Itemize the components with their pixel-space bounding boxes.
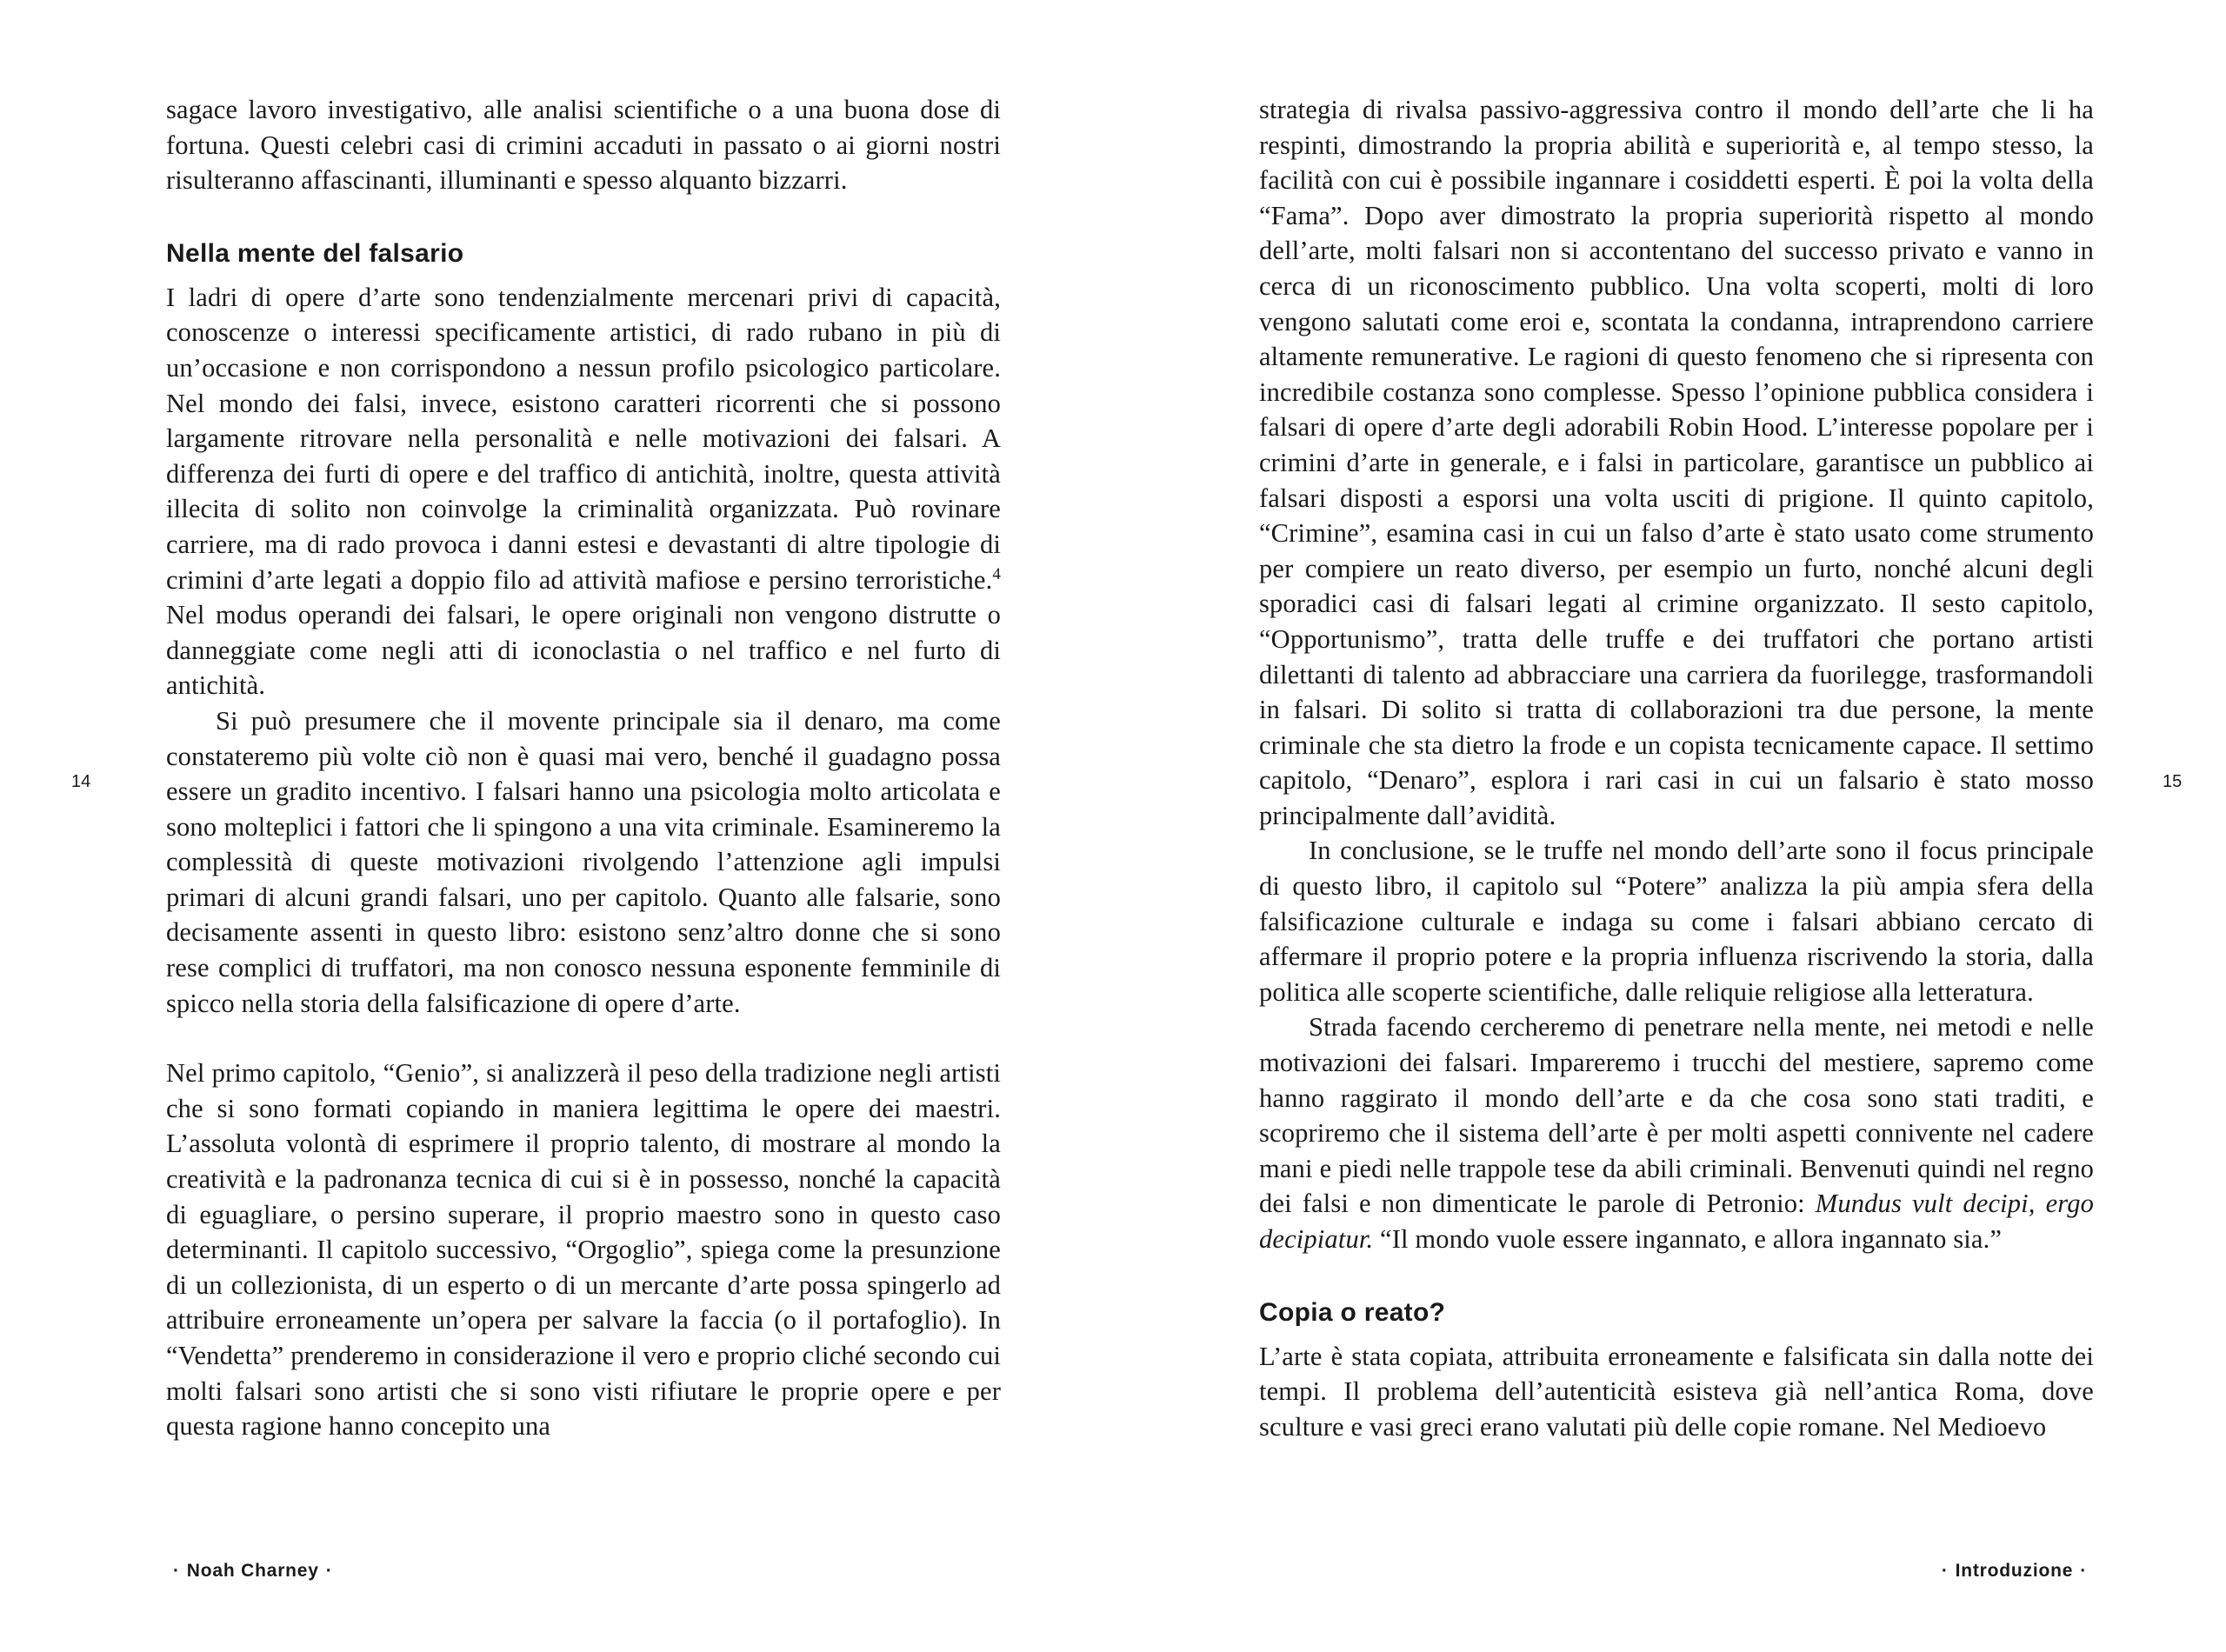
paragraph-ladri: [166, 280, 1001, 703]
paragraph-conclusione: In conclusione, se le truffe nel mondo dell’arte sono il focus principale di questo libro, il capitolo sul “Potere” analizza la più ampia sfera della falsificazione culturale e indaga su come i falsari abbiano cercato di affermare il proprio potere e la propria influenza riscrivendo la storia, dalla politica alle scoperte scientifiche, dalle reliquie religiose alla letteratura.: [1259, 836, 2094, 1007]
paragraph-ladri-text-end: Nel modus operandi dei falsari, le opere originali non vengono distrutte o danneggiate come negli atti di iconoclastia o nel traffico e nel furto di antichità.: [166, 600, 1001, 701]
section-heading-falsario: Nella mente del falsario: [166, 238, 464, 268]
paragraph-arte-copiata: L’arte è stata copiata, attribuita erroneamente e falsificata sin dalla notte dei tempi. Il problema dell’autenticità esisteva già nell’antica Roma, dove sculture e vasi greci erano valutati più delle copie romane. Nel Medioevo: [1259, 1341, 2094, 1442]
right-text-column: [1259, 92, 2094, 1444]
paragraph-strada-text: Strada facendo cercheremo di penetrare nella mente, nei metodi e nelle motivazioni dei falsari. Impareremo i trucchi del mestiere, sapremo come hanno raggirato il mondo dell’arte e da che cosa sono stati traditi, e scopriremo che il sistema dell’arte è per molti aspetti connivente nel cadere mani e piedi nelle trappole tese da abili criminali. Benvenuti quindi nel regno dei falsi e non dimenticate le parole di Petronio:: [1259, 1012, 2094, 1219]
paragraph-movente: Si può presumere che il movente principale sia il denaro, ma come constateremo più volte ciò non è quasi mai vero, benché il guadagno possa essere un gradito incentivo. I falsari hanno una psicologia molto articolata e sono molteplici i fattori che li spingono a una vita criminale. Esamineremo la complessità di queste motivazioni rivolgendo l’attenzione agli impulsi primari di alcuni grandi falsari, uno per capitolo. Quanto alle falsarie, sono decisamente assenti in questo libro: esistono senz’altro donne che si sono rese complici di truffatori, ma non conosco nessuna esponente femminile di spicco nella storia della falsificazione di opere d’arte.: [166, 705, 1001, 1018]
section-heading-copia: Copia o reato?: [1259, 1297, 1446, 1327]
footer-chapter: Introduzione: [1955, 1561, 2074, 1581]
paragraph-strada-facendo: [1259, 1009, 2094, 1256]
paragraph-strada-end: “Il mondo vuole essere ingannato, e allora ingannato sia.”: [1373, 1224, 2003, 1254]
footer-bullet: ·: [2080, 1561, 2087, 1581]
running-footer-right: [1935, 1561, 2094, 1582]
footer-bullet: ·: [325, 1561, 333, 1581]
intro-paragraph: sagace lavoro investigativo, alle analisi scientifiche o a una buona dose di fortuna. Questi celebri casi di crimini accaduti in passato o ai giorni nostri risulteranno affascinanti, illuminanti e spesso alquanto bizzarri.: [166, 95, 1001, 196]
footer-bullet: ·: [1941, 1561, 1949, 1581]
paragraph-primo-capitolo: Nel primo capitolo, “Genio”, si analizzerà il peso della tradizione negli artisti che si sono formati copiando in maniera legittima le opere dei maestri. L’assoluta volontà di esprimere il proprio talento, di mostrare al mondo la creatività e la padronanza tecnica di cui si è in possesso, nonché la capacità di eguagliare, o persino superare, il proprio maestro sono in questo caso determinanti. Il capitolo successivo, “Orgoglio”, spiega come la presunzione di un collezionista, di un esperto o di un mercante d’arte possa spingerlo ad attribuire erroneamente un’opera per salvare la faccia (o il portafoglio). In “Vendetta” prenderemo in considerazione il vero e proprio cliché secondo cui molti falsari sono artisti che si sono visti rifiutare le proprie opere e per questa ragione hanno concepito una: [166, 1058, 1001, 1442]
page-number-left: 14: [71, 772, 91, 791]
footer-bullet: ·: [173, 1561, 180, 1581]
right-page: [1113, 0, 2226, 1652]
footer-author: Noah Charney: [186, 1561, 319, 1581]
latin-quote: Mundus vult decipi, ergo decipiatur.: [1259, 1189, 2094, 1254]
paragraph-ladri-text: I ladri di opere d’arte sono tendenzialmente mercenari privi di capacità, conoscenze o interessi specificamente artistici, di rado rubano in più di un’occasione e non corrispondono a nessun profilo psicologico particolare. Nel mondo dei falsi, invece, esistono caratteri ricorrenti che si possono largamente ritrovare nella personalità e nelle motivazioni dei falsari. A differenza dei furti di opere e del traffico di antichità, inoltre, questa attività illecita di solito non coinvolge la criminalità organizzata. Può rovinare carriere, ma di rado provoca i danni estesi e devastanti di altre tipologie di crimini d’arte legati a doppio filo ad attività mafiose e persino terroristiche.: [166, 282, 1001, 595]
running-footer-left: [166, 1561, 340, 1582]
left-text-column: [166, 92, 1001, 1444]
footnote-marker[interactable]: 4: [992, 564, 1001, 583]
paragraph-strategia: strategia di rivalsa passivo-aggressiva contro il mondo dell’arte che li ha respinti, dimostrando la propria abilità e superiorità e, al tempo stesso, la facilità con cui è possibile ingannare i cosiddetti esperti. È poi la volta della “Fama”. Dopo aver dimostrato la propria superiorità rispetto al mondo dell’arte, molti falsari non si accontentano del successo privato e vanno in cerca di un riconoscimento pubblico. Una volta scoperti, molti di loro vengono salutati come eroi e, scontata la condanna, intraprendono carriere altamente remunerative. Le ragioni di questo fenomeno che si ripresenta con incredibile costanza sono complesse. Spesso l’opinione pubblica considera i falsari di opere d’arte degli adorabili Robin Hood. L’interesse popolare per i crimini d’arte in generale, e i falsi in particolare, garantisce un pubblico ai falsari disposti a esporsi una volta usciti di prigione. Il quinto capitolo, “Crimine”, esamina casi in cui un falso d’arte è stato usato come strumento per compiere un reato diverso, per esempio un furto, nonché alcuni degli sporadici casi di falsari legati al crimine organizzato. Il sesto capitolo, “Opportunismo”, tratta delle truffe e dei truffatori che portano artisti dilettanti di talento ad abbracciare una carriera da fuorilegge, trasformandoli in falsari. Di solito si tratta di collaborazioni tra due persone, la mente criminale che sta dietro la frode e un copista tecnicamente capace. Il settimo capitolo, “Denaro”, esplora i rari casi in cui un falsario è stato mosso principalmente dall’avidità.: [1259, 95, 2094, 830]
page-number-right: 15: [2163, 772, 2183, 791]
